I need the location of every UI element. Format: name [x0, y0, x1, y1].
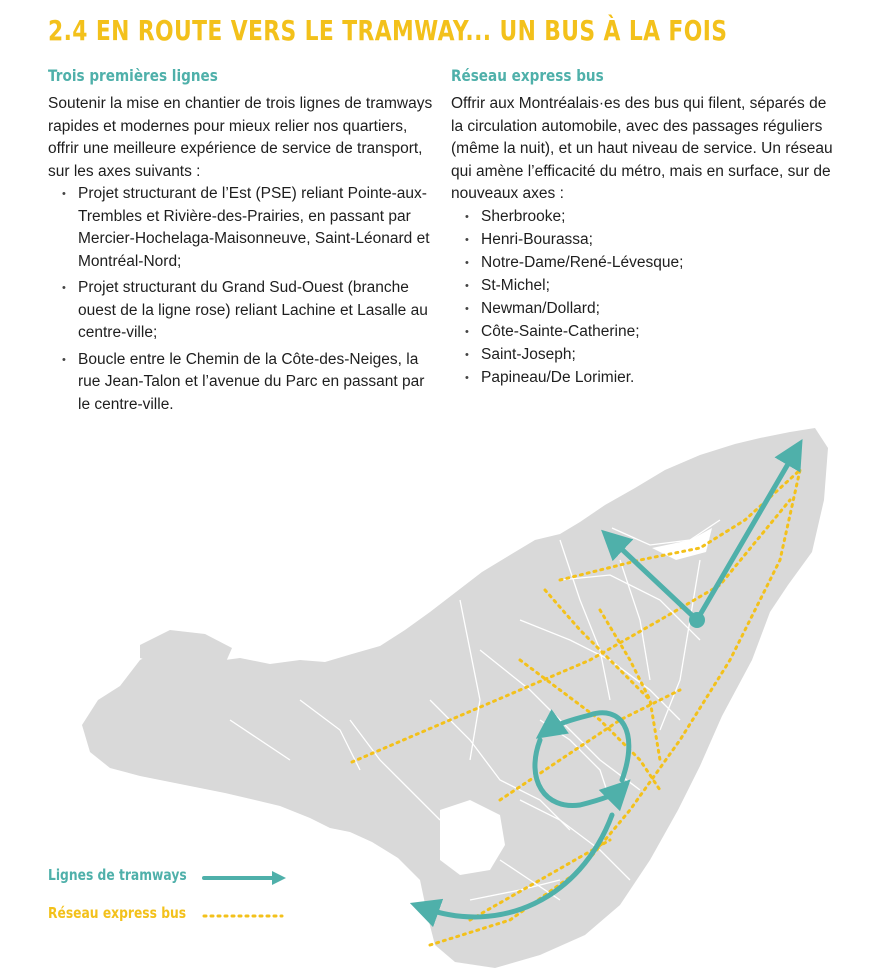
page-title: 2.4 EN ROUTE VERS LE TRAMWAY... UN BUS À LA FOIS	[48, 14, 728, 47]
bus-intro: Offrir aux Montréalais·es des bus qui filent, séparés de la circulation automobile, avec des passages réguliers (même la nuit), et un haut niveau de service. Un réseau qui amène l’efficacité du métro, mais en surface, sur de nouveaux axes :	[451, 95, 833, 202]
list-item: • St-Michel;	[451, 275, 836, 298]
legend-bus-label: Réseau express bus	[48, 904, 187, 922]
tramway-list	[48, 183, 433, 416]
tramway-section	[48, 66, 433, 420]
tramway-intro: Soutenir la mise en chantier de trois lignes de tramways rapides et modernes pour mieux relier nos quartiers, offrir une meilleure expérience de service de transport, sur les axes suivants :	[48, 95, 433, 180]
legend-tram-label: Lignes de tramways	[48, 866, 187, 884]
list-item: • Côte-Sainte-Catherine;	[451, 321, 836, 344]
list-item: • Newman/Dollard;	[451, 298, 836, 321]
montreal-map	[0, 420, 880, 979]
list-item: • Projet structurant de l’Est (PSE) reliant Pointe-aux-Trembles et Rivière-des-Prairies, en passant par Mercier-Hochelaga-Maisonneuve, Saint-Léonard et Montréal-Nord;	[48, 183, 433, 273]
list-item: • Projet structurant du Grand Sud-Ouest (branche ouest de la ligne rose) reliant Lachine et Lasalle au centre-ville;	[48, 277, 433, 345]
legend-tram-arrow	[202, 868, 292, 888]
tramway-heading: Trois premières lignes	[48, 66, 218, 85]
island-shape	[82, 428, 828, 968]
list-item: • Henri-Bourassa;	[451, 229, 836, 252]
legend-bus-line	[202, 906, 292, 926]
bus-section	[451, 66, 836, 390]
list-item: • Saint-Joseph;	[451, 344, 836, 367]
bus-heading: Réseau express bus	[451, 66, 604, 85]
list-item: • Boucle entre le Chemin de la Côte-des-Neiges, la rue Jean-Talon et l’avenue du Parc en passant par le centre-ville.	[48, 349, 433, 417]
tram-junction-dot	[689, 612, 705, 628]
list-item: • Sherbrooke;	[451, 206, 836, 229]
bus-list	[451, 206, 836, 390]
list-item: • Papineau/De Lorimier.	[451, 367, 836, 390]
list-item: • Notre-Dame/René-Lévesque;	[451, 252, 836, 275]
